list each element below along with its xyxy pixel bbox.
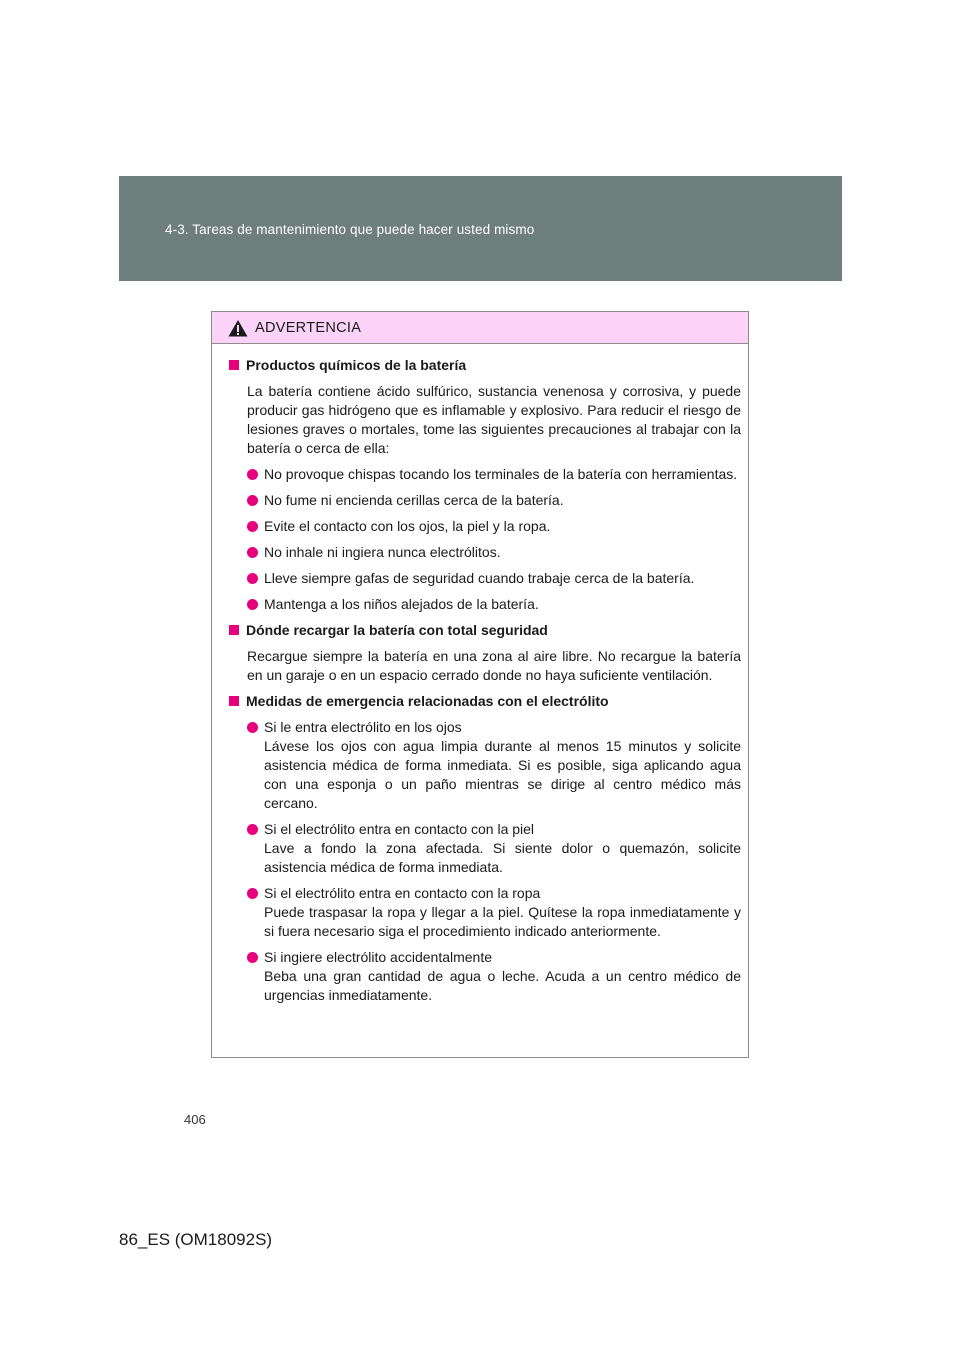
- section-text: La batería contiene ácido sulfúrico, sustancia venenosa y corrosiva, y puede producir gas hidrógeno que es inflamable y explosivo. Para reducir el riesgo de lesiones graves o mortales, tome las siguientes precauciones al trabajar con la batería o cerca de ella:: [247, 383, 741, 456]
- circle-bullet-icon: [247, 722, 258, 733]
- list-item: No provoque chispas tocando los terminales de la batería con herramientas.: [247, 465, 741, 484]
- item-text: Lave a fondo la zona afectada. Si siente dolor o quemazón, solicite asistencia médica de forma inmediata.: [264, 840, 741, 875]
- warning-body: [212, 344, 748, 1005]
- warning-title: ADVERTENCIA: [255, 319, 362, 336]
- section-heading: Medidas de emergencia relacionadas con el electrólito: [229, 692, 741, 711]
- list-item: [247, 718, 741, 813]
- circle-bullet-icon: [247, 952, 258, 963]
- list-item: No fume ni encienda cerillas cerca de la batería.: [247, 491, 741, 510]
- list-item: Lleve siempre gafas de seguridad cuando trabaje cerca de la batería.: [247, 569, 741, 588]
- warning-triangle-icon: [228, 319, 248, 337]
- circle-bullet-icon: [247, 888, 258, 899]
- circle-bullet-icon: [247, 599, 258, 610]
- warning-box: [211, 311, 749, 1058]
- square-bullet-icon: [229, 625, 239, 635]
- item-title: Si el electrólito entra en contacto con la ropa: [264, 885, 541, 901]
- list-item: [247, 820, 741, 877]
- item-title: Si ingiere electrólito accidentalmente: [264, 949, 493, 965]
- list-item: [247, 884, 741, 941]
- item-text: Beba una gran cantidad de agua o leche. Acuda a un centro médico de urgencias inmediatamente.: [264, 968, 741, 1003]
- circle-bullet-icon: [247, 824, 258, 835]
- section-heading: Productos químicos de la batería: [229, 356, 741, 375]
- square-bullet-icon: [229, 360, 239, 370]
- section-text: Recargue siempre la batería en una zona al aire libre. No recargue la batería en un garaje o en un espacio cerrado donde no haya suficiente ventilación.: [247, 648, 741, 683]
- list-item: Evite el contacto con los ojos, la piel y la ropa.: [247, 517, 741, 536]
- item-title: Si el electrólito entra en contacto con la piel: [264, 821, 535, 837]
- section-title: 4-3. Tareas de mantenimiento que puede hacer usted mismo: [165, 222, 535, 237]
- square-bullet-icon: [229, 696, 239, 706]
- item-text: Lávese los ojos con agua limpia durante al menos 15 minutos y solicite asistencia médica de forma inmediata. Si es posible, siga aplicando agua con una esponja o un paño mientras se dirige al centro médico más cercano.: [264, 738, 741, 811]
- item-title: Si le entra electrólito en los ojos: [264, 719, 462, 735]
- section-heading: Dónde recargar la batería con total seguridad: [229, 621, 741, 640]
- list-item: [247, 948, 741, 1005]
- list-item: No inhale ni ingiera nunca electrólitos.: [247, 543, 741, 562]
- circle-bullet-icon: [247, 469, 258, 480]
- list-item: Mantenga a los niños alejados de la batería.: [247, 595, 741, 614]
- circle-bullet-icon: [247, 521, 258, 532]
- section-header-band: [119, 176, 842, 281]
- circle-bullet-icon: [247, 573, 258, 584]
- page-number: 406: [184, 1112, 206, 1127]
- warning-header: [212, 312, 748, 344]
- item-text: Puede traspasar la ropa y llegar a la piel. Quítese la ropa inmediatamente y si fuera necesario siga el procedimiento indicado anteriormente.: [264, 904, 741, 939]
- circle-bullet-icon: [247, 547, 258, 558]
- document-code: 86_ES (OM18092S): [119, 1230, 273, 1249]
- circle-bullet-icon: [247, 495, 258, 506]
